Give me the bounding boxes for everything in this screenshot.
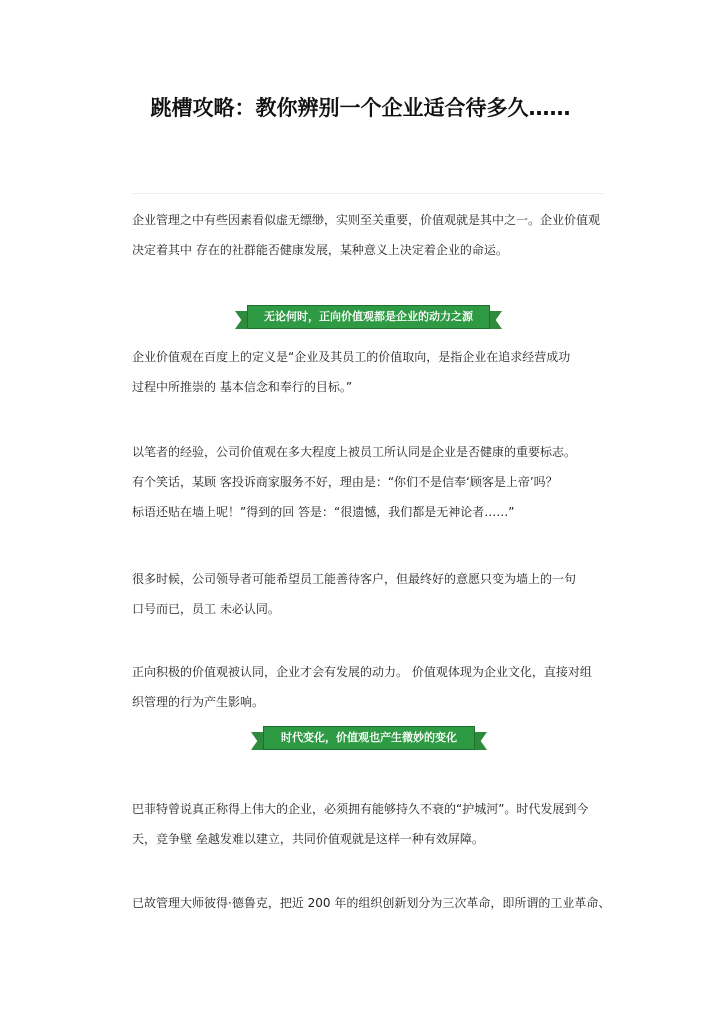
paragraph-line: 口号而已，员工 未必认同。 (132, 602, 280, 616)
paragraph-line: 已故管理大师彼得·德鲁克，把近 200 年的组织创新划分为三次革命，即所谓的工业革命、 (132, 896, 611, 910)
ribbon-label: 时代变化，价值观也产生微妙的变化 (263, 726, 475, 750)
paragraph-line: 天，竞争壁 垒越发难以建立，共同价值观就是这样一种有效屏障。 (132, 832, 484, 846)
paragraph-line: 企业价值观在百度上的定义是“企业及其员工的价值取向，是指企业在追求经营成功 (132, 350, 571, 364)
paragraph-line: 很多时候，公司领导者可能希望员工能善待客户，但最终好的意愿只变为墙上的一句 (132, 572, 577, 586)
paragraph-3 (132, 437, 612, 527)
title-divider (132, 193, 604, 194)
paragraph-2 (132, 342, 612, 402)
paragraph-line: 正向积极的价值观被认同，企业才会有发展的动力。 价值观体现为企业文化，直接对组 (132, 665, 592, 679)
paragraph-line: 决定着其中 存在的社群能否健康发展，某种意义上决定着企业的命运。 (132, 243, 508, 257)
paragraph-6 (132, 794, 612, 854)
paragraph-line: 以笔者的经验，公司价值观在多大程度上被员工所认同是企业是否健康的重要标志。 (132, 445, 577, 459)
paragraph-4 (132, 564, 612, 624)
section-ribbon-2 (263, 726, 475, 752)
paragraph-1 (132, 205, 612, 265)
paragraph-5 (132, 657, 612, 717)
ribbon-label: 无论何时，正向价值观都是企业的动力之源 (247, 305, 490, 329)
paragraph-line: 织管理的行为产生影响。 (132, 695, 265, 709)
article-title: 跳槽攻略：教你辨别一个企业适合待多久…… (150, 96, 571, 120)
section-ribbon-1 (247, 305, 490, 331)
paragraph-line: 过程中所推崇的 基本信念和奉行的目标。” (132, 380, 353, 394)
paragraph-line: 有个笑话，某顾 客投诉商家服务不好，理由是：“你们不是信奉‘顾客是上帝’吗？ (132, 475, 558, 489)
paragraph-line: 巴菲特曾说真正称得上伟大的企业，必须拥有能够持久不衰的“护城河”。时代发展到今 (132, 802, 589, 816)
paragraph-7 (132, 888, 612, 918)
paragraph-line: 标语还贴在墙上呢！”得到的回 答是：“很遗憾，我们都是无神论者……” (132, 505, 515, 519)
paragraph-line: 企业管理之中有些因素看似虚无缥缈，实则至关重要，价值观就是其中之一。企业价值观 (132, 213, 601, 227)
